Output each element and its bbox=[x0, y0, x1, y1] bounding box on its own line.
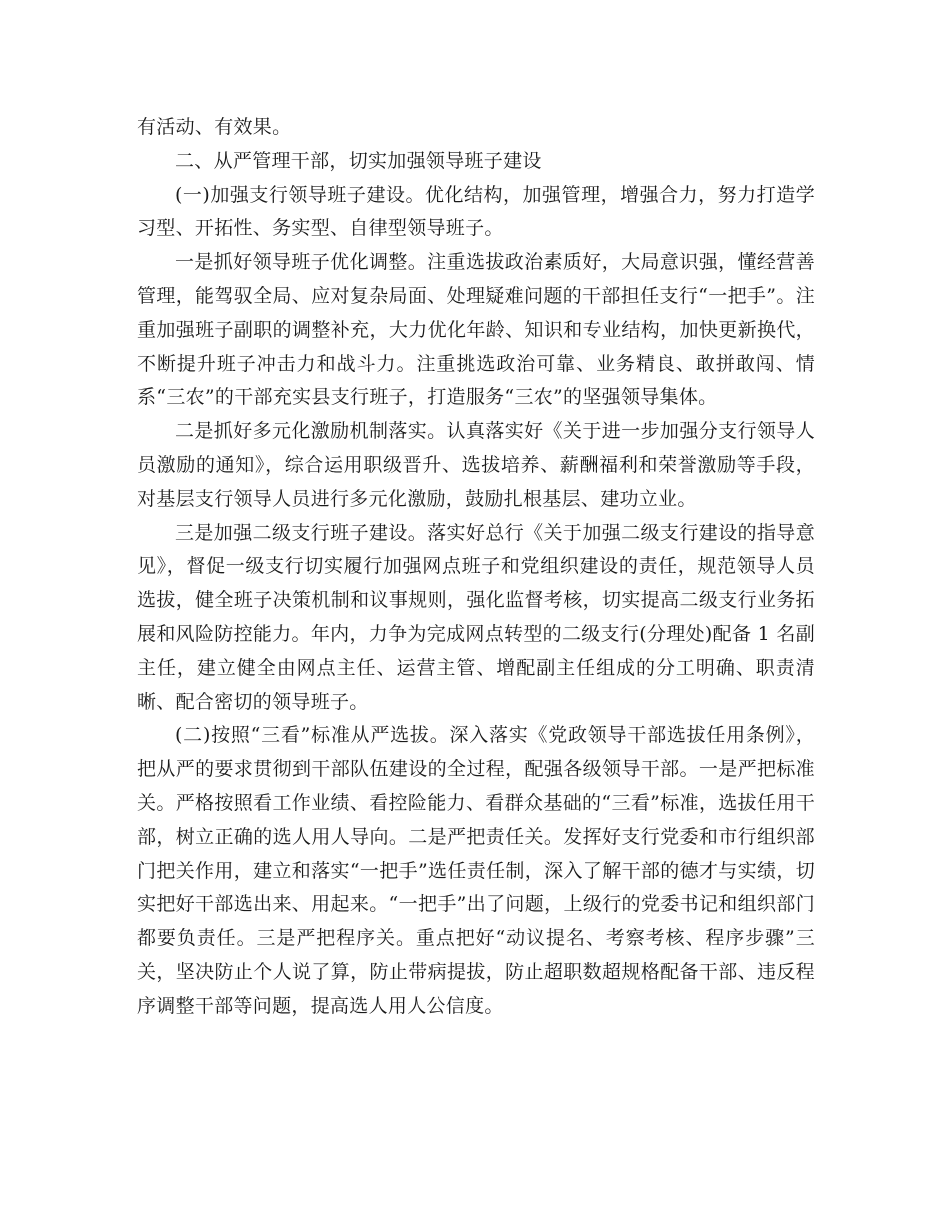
paragraph-point-3: 三是加强二级支行班子建设。落实好总行《关于加强二级支行建设的指导意见》，督促一级支行切实履行加强网点班子和党组织建设的责任，规范领导人员选拔，健全班子决策机制和议事规则，强化监督考核，切实提高二级支行业务拓展和风险防控能力。年内，力争为完成网点转型的二级支行(分理处)配备 1 名副主任，建立健全由网点主任、运营主管、增配副主任组成的分工明确、职责清晰、配合密切的领导班子。 bbox=[137, 521, 815, 713]
paragraph-point-2: 二是抓好多元化激励机制落实。认真落实好《关于进一步加强分支行领导人员激励的通知》，综合运用职级晋升、选拔培养、薪酬福利和荣誉激励等手段，对基层支行领导人员进行多元化激励，鼓励扎根基层、建功立业。 bbox=[137, 420, 815, 510]
paragraph-continuation: 有活动、有效果。 bbox=[137, 116, 292, 138]
paragraph-subsection-2: (二)按照“三看”标准从严选拔。深入落实《党政领导干部选拔任用条例》，把从严的要求贯彻到干部队伍建设的全过程，配强各级领导干部。一是严把标准关。严格按照看工作业绩、看控险能力、看群众基础的“三看”标准，选拔任用干部，树立正确的选人用人导向。二是严把责任关。发挥好支行党委和市行组织部门把关作用，建立和落实“一把手”选任责任制，深入了解干部的德才与实绩，切实把好干部选出来、用起来。“一把手”出了问题，上级行的党委书记和组织部门都要负责任。三是严把程序关。重点把好“动议提名、考察考核、程序步骤”三关，坚决防止个人说了算，防止带病提拔，防止超职数超规格配备干部、违反程序调整干部等问题，提高选人用人公信度。 bbox=[137, 724, 815, 1017]
paragraph-point-1: 一是抓好领导班子优化调整。注重选拔政治素质好，大局意识强，懂经营善管理，能驾驭全局、应对复杂局面、处理疑难问题的干部担任支行“一把手”。注重加强班子副职的调整补充，大力优化年龄、知识和专业结构，加快更新换代，不断提升班子冲击力和战斗力。注重挑选政治可靠、业务精良、敢拼敢闯、情系“三农”的干部充实县支行班子，打造服务“三农”的坚强领导集体。 bbox=[137, 251, 815, 409]
section-heading: 二、从严管理干部，切实加强领导班子建设 bbox=[175, 149, 542, 172]
document-page bbox=[137, 111, 815, 1024]
paragraph-subsection-1: (一)加强支行领导班子建设。优化结构，加强管理，增强合力，努力打造学习型、开拓性、务实型、自律型领导班子。 bbox=[137, 183, 815, 240]
